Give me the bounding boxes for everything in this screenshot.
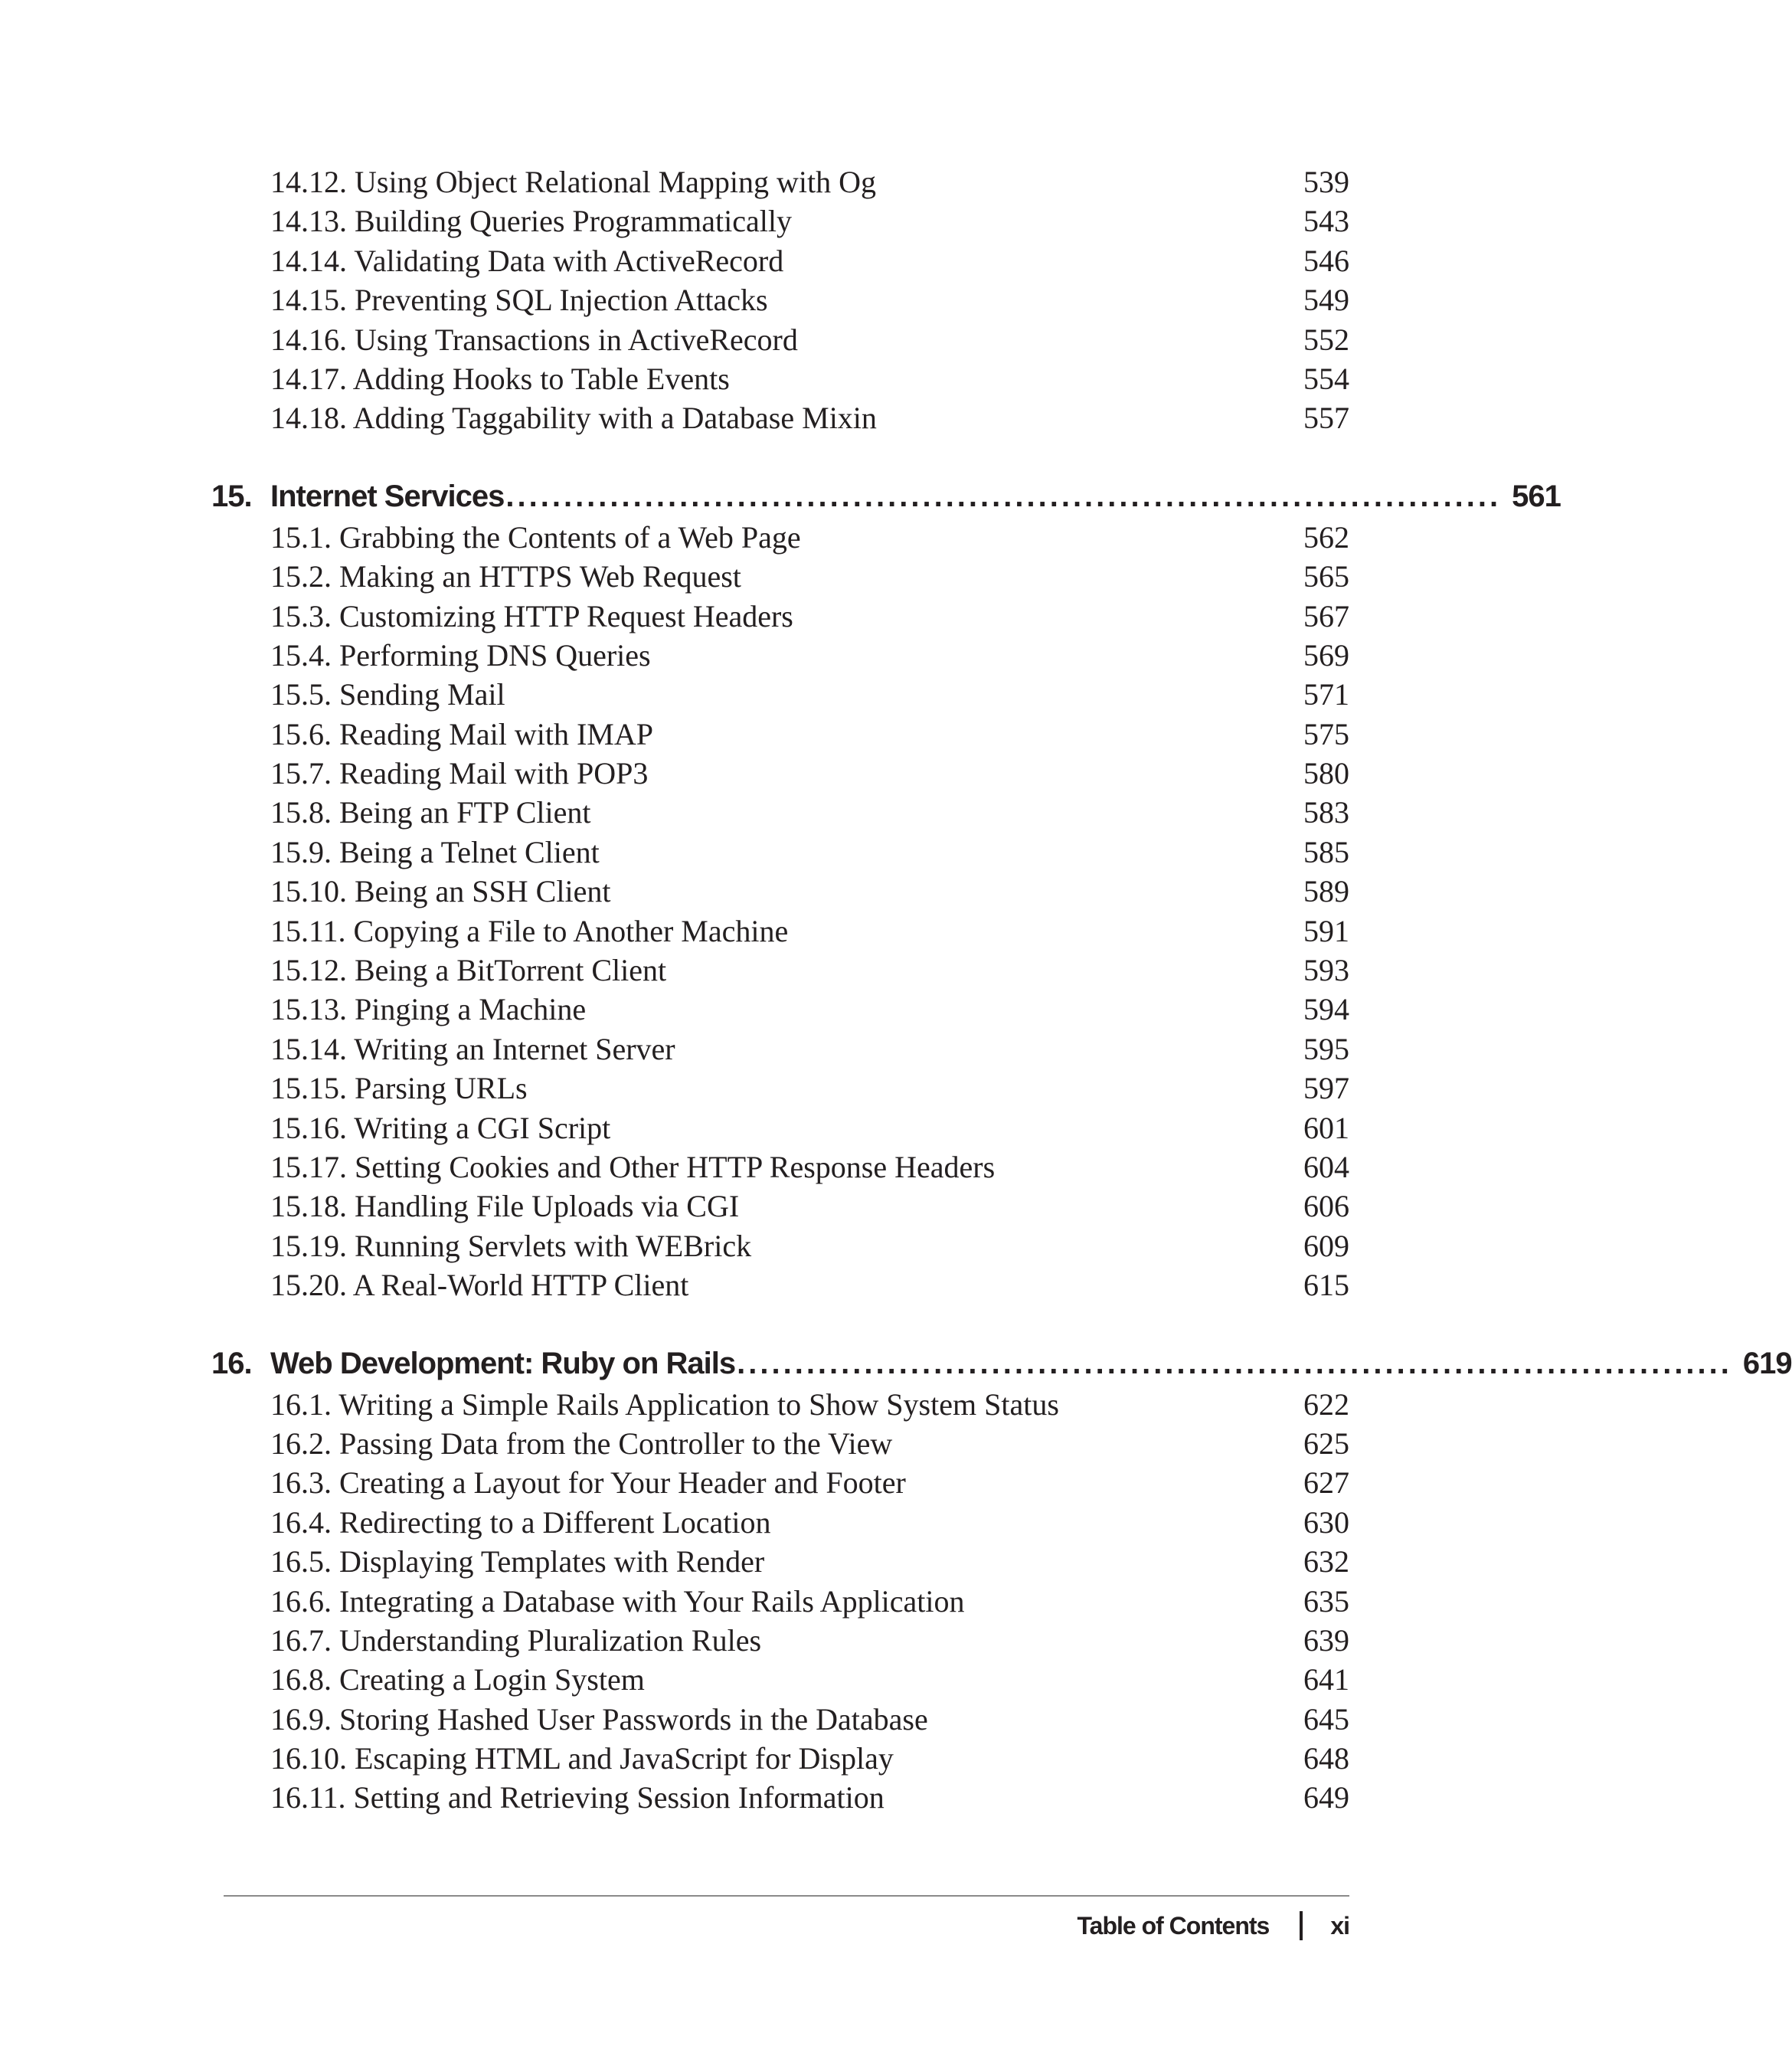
entry-page: 569 bbox=[1303, 637, 1349, 673]
entry-page: 630 bbox=[1303, 1504, 1349, 1540]
entry-page: 609 bbox=[1303, 1228, 1349, 1263]
entry-page: 645 bbox=[1303, 1701, 1349, 1737]
entry-title: 15.4. Performing DNS Queries bbox=[270, 637, 651, 673]
toc-entry bbox=[211, 990, 1349, 1029]
entry-page: 593 bbox=[1303, 953, 1349, 988]
entry-title: 14.13. Building Queries Programmatically bbox=[270, 204, 792, 239]
toc-entry bbox=[211, 1147, 1349, 1187]
toc-entry bbox=[211, 754, 1349, 793]
page-footer bbox=[1077, 1903, 1349, 1949]
toc-entry bbox=[211, 1030, 1349, 1069]
toc-entry bbox=[211, 201, 1349, 241]
chapter-16-heading bbox=[211, 1342, 1792, 1385]
toc-entry bbox=[211, 1582, 1349, 1621]
table-of-contents bbox=[211, 162, 1792, 1818]
toc-entry bbox=[211, 715, 1349, 754]
entry-page: 627 bbox=[1303, 1465, 1349, 1501]
entry-title: 15.19. Running Servlets with WEBrick bbox=[270, 1228, 752, 1263]
footer-section-label: Table of Contents bbox=[1077, 1911, 1270, 1940]
entry-title: 15.15. Parsing URLs bbox=[270, 1071, 528, 1106]
chapter-15-entries bbox=[211, 518, 1349, 1305]
entry-title: 14.15. Preventing SQL Injection Attacks bbox=[270, 283, 768, 318]
entry-title: 16.3. Creating a Layout for Your Header and Footer bbox=[270, 1465, 906, 1501]
toc-entry bbox=[211, 951, 1349, 990]
entry-title: 15.14. Writing an Internet Server bbox=[270, 1031, 675, 1066]
toc-entry bbox=[211, 675, 1349, 714]
entry-title: 14.16. Using Transactions in ActiveRecord bbox=[270, 322, 798, 357]
footer-divider bbox=[224, 1895, 1349, 1897]
toc-entry bbox=[211, 557, 1349, 596]
entry-page: 604 bbox=[1303, 1149, 1349, 1184]
entry-page: 575 bbox=[1303, 716, 1349, 751]
entry-page: 546 bbox=[1303, 243, 1349, 278]
toc-entry bbox=[211, 1778, 1349, 1817]
footer-separator bbox=[1300, 1911, 1303, 1940]
entry-page: 615 bbox=[1303, 1268, 1349, 1303]
dot-leader: ...................................................................................... bbox=[737, 1346, 1732, 1380]
entry-page: 565 bbox=[1303, 559, 1349, 594]
entry-page: 594 bbox=[1303, 992, 1349, 1027]
toc-entry bbox=[211, 280, 1349, 319]
entry-page: 552 bbox=[1303, 322, 1349, 357]
chapter-page: 561 bbox=[1512, 479, 1561, 513]
toc-entry bbox=[211, 1700, 1349, 1739]
entry-page: 571 bbox=[1303, 677, 1349, 712]
entry-title: 14.14. Validating Data with ActiveRecord bbox=[270, 243, 784, 278]
entry-title: 16.1. Writing a Simple Rails Application to Show System Status bbox=[270, 1386, 1059, 1422]
entry-page: 635 bbox=[1303, 1583, 1349, 1619]
toc-entry bbox=[211, 241, 1349, 280]
entry-title: 15.8. Being an FTP Client bbox=[270, 795, 591, 830]
entry-page: 539 bbox=[1303, 165, 1349, 199]
entry-page: 543 bbox=[1303, 204, 1349, 239]
entry-page: 649 bbox=[1303, 1780, 1349, 1815]
entry-title: 15.7. Reading Mail with POP3 bbox=[270, 756, 649, 791]
entry-page: 595 bbox=[1303, 1031, 1349, 1066]
chapter-number: 16. bbox=[211, 1346, 252, 1380]
entry-title: 16.2. Passing Data from the Controller to the View bbox=[270, 1426, 893, 1461]
toc-entry bbox=[211, 912, 1349, 951]
entry-page: 641 bbox=[1303, 1662, 1349, 1697]
entry-title: 16.10. Escaping HTML and JavaScript for Display bbox=[270, 1741, 894, 1776]
entry-title: 16.4. Redirecting to a Different Location bbox=[270, 1504, 771, 1540]
entry-title: 16.7. Understanding Pluralization Rules bbox=[270, 1622, 762, 1658]
entry-page: 601 bbox=[1303, 1110, 1349, 1145]
entry-page: 625 bbox=[1303, 1426, 1349, 1461]
toc-entry bbox=[211, 1424, 1349, 1463]
entry-title: 15.11. Copying a File to Another Machine bbox=[270, 913, 789, 948]
toc-entry bbox=[211, 1660, 1349, 1699]
entry-page: 567 bbox=[1303, 598, 1349, 633]
entry-title: 15.16. Writing a CGI Script bbox=[270, 1110, 611, 1145]
entry-page: 648 bbox=[1303, 1741, 1349, 1776]
entry-title: 15.3. Customizing HTTP Request Headers bbox=[270, 598, 793, 633]
toc-entry bbox=[211, 1621, 1349, 1660]
entry-page: 622 bbox=[1303, 1386, 1349, 1422]
toc-entry bbox=[211, 1187, 1349, 1226]
toc-entry bbox=[211, 518, 1349, 557]
toc-entry bbox=[211, 1069, 1349, 1108]
chapter-14-entries bbox=[211, 162, 1349, 438]
entry-page: 589 bbox=[1303, 874, 1349, 909]
entry-title: 15.18. Handling File Uploads via CGI bbox=[270, 1189, 740, 1224]
entry-title: 15.6. Reading Mail with IMAP bbox=[270, 716, 653, 751]
toc-entry bbox=[211, 1542, 1349, 1581]
chapter-title: Web Development: Ruby on Rails bbox=[270, 1346, 736, 1380]
toc-entry bbox=[211, 793, 1349, 832]
entry-title: 15.12. Being a BitTorrent Client bbox=[270, 953, 667, 988]
entry-title: 15.9. Being a Telnet Client bbox=[270, 834, 600, 869]
entry-title: 15.5. Sending Mail bbox=[270, 677, 505, 712]
chapter-16-entries bbox=[211, 1385, 1349, 1818]
toc-entry bbox=[211, 1503, 1349, 1542]
toc-entry bbox=[211, 359, 1349, 398]
entry-title: 15.13. Pinging a Machine bbox=[270, 992, 587, 1027]
entry-title: 16.6. Integrating a Database with Your Rails Application bbox=[270, 1583, 965, 1619]
toc-entry bbox=[211, 1385, 1349, 1424]
dot-leader: ...................................................................................... bbox=[505, 479, 1502, 513]
entry-title: 16.8. Creating a Login System bbox=[270, 1662, 645, 1697]
toc-entry bbox=[211, 1265, 1349, 1304]
entry-title: 15.17. Setting Cookies and Other HTTP Response Headers bbox=[270, 1149, 996, 1184]
entry-page: 554 bbox=[1303, 361, 1349, 396]
toc-entry bbox=[211, 1739, 1349, 1778]
entry-title: 16.11. Setting and Retrieving Session Information bbox=[270, 1780, 885, 1815]
entry-title: 16.9. Storing Hashed User Passwords in the Database bbox=[270, 1701, 928, 1737]
toc-entry bbox=[211, 1108, 1349, 1147]
toc-entry bbox=[211, 1463, 1349, 1502]
entry-page: 557 bbox=[1303, 401, 1349, 436]
toc-entry bbox=[211, 398, 1349, 437]
chapter-title: Internet Services bbox=[270, 479, 505, 513]
entry-title: 14.12. Using Object Relational Mapping with Og bbox=[270, 165, 877, 199]
chapter-15-heading bbox=[211, 475, 1561, 518]
entry-title: 15.2. Making an HTTPS Web Request bbox=[270, 559, 741, 594]
entry-title: 15.20. A Real-World HTTP Client bbox=[270, 1268, 689, 1303]
entry-page: 597 bbox=[1303, 1071, 1349, 1106]
footer-page-number: xi bbox=[1330, 1911, 1349, 1940]
entry-title: 15.1. Grabbing the Contents of a Web Page bbox=[270, 519, 801, 555]
entry-title: 15.10. Being an SSH Client bbox=[270, 874, 611, 909]
entry-title: 14.18. Adding Taggability with a Database Mixin bbox=[270, 401, 877, 436]
entry-page: 585 bbox=[1303, 834, 1349, 869]
entry-page: 639 bbox=[1303, 1622, 1349, 1658]
entry-page: 606 bbox=[1303, 1189, 1349, 1224]
entry-page: 632 bbox=[1303, 1544, 1349, 1579]
toc-entry bbox=[211, 1226, 1349, 1265]
chapter-page: 619 bbox=[1742, 1346, 1792, 1380]
toc-entry bbox=[211, 636, 1349, 675]
entry-page: 591 bbox=[1303, 913, 1349, 948]
entry-page: 580 bbox=[1303, 756, 1349, 791]
entry-title: 16.5. Displaying Templates with Render bbox=[270, 1544, 765, 1579]
entry-page: 549 bbox=[1303, 283, 1349, 318]
chapter-number: 15. bbox=[211, 479, 252, 513]
toc-entry bbox=[211, 162, 1349, 201]
toc-entry bbox=[211, 872, 1349, 911]
entry-page: 583 bbox=[1303, 795, 1349, 830]
toc-entry bbox=[211, 320, 1349, 359]
entry-page: 562 bbox=[1303, 519, 1349, 555]
toc-entry bbox=[211, 597, 1349, 636]
entry-title: 14.17. Adding Hooks to Table Events bbox=[270, 361, 730, 396]
toc-entry bbox=[211, 833, 1349, 872]
